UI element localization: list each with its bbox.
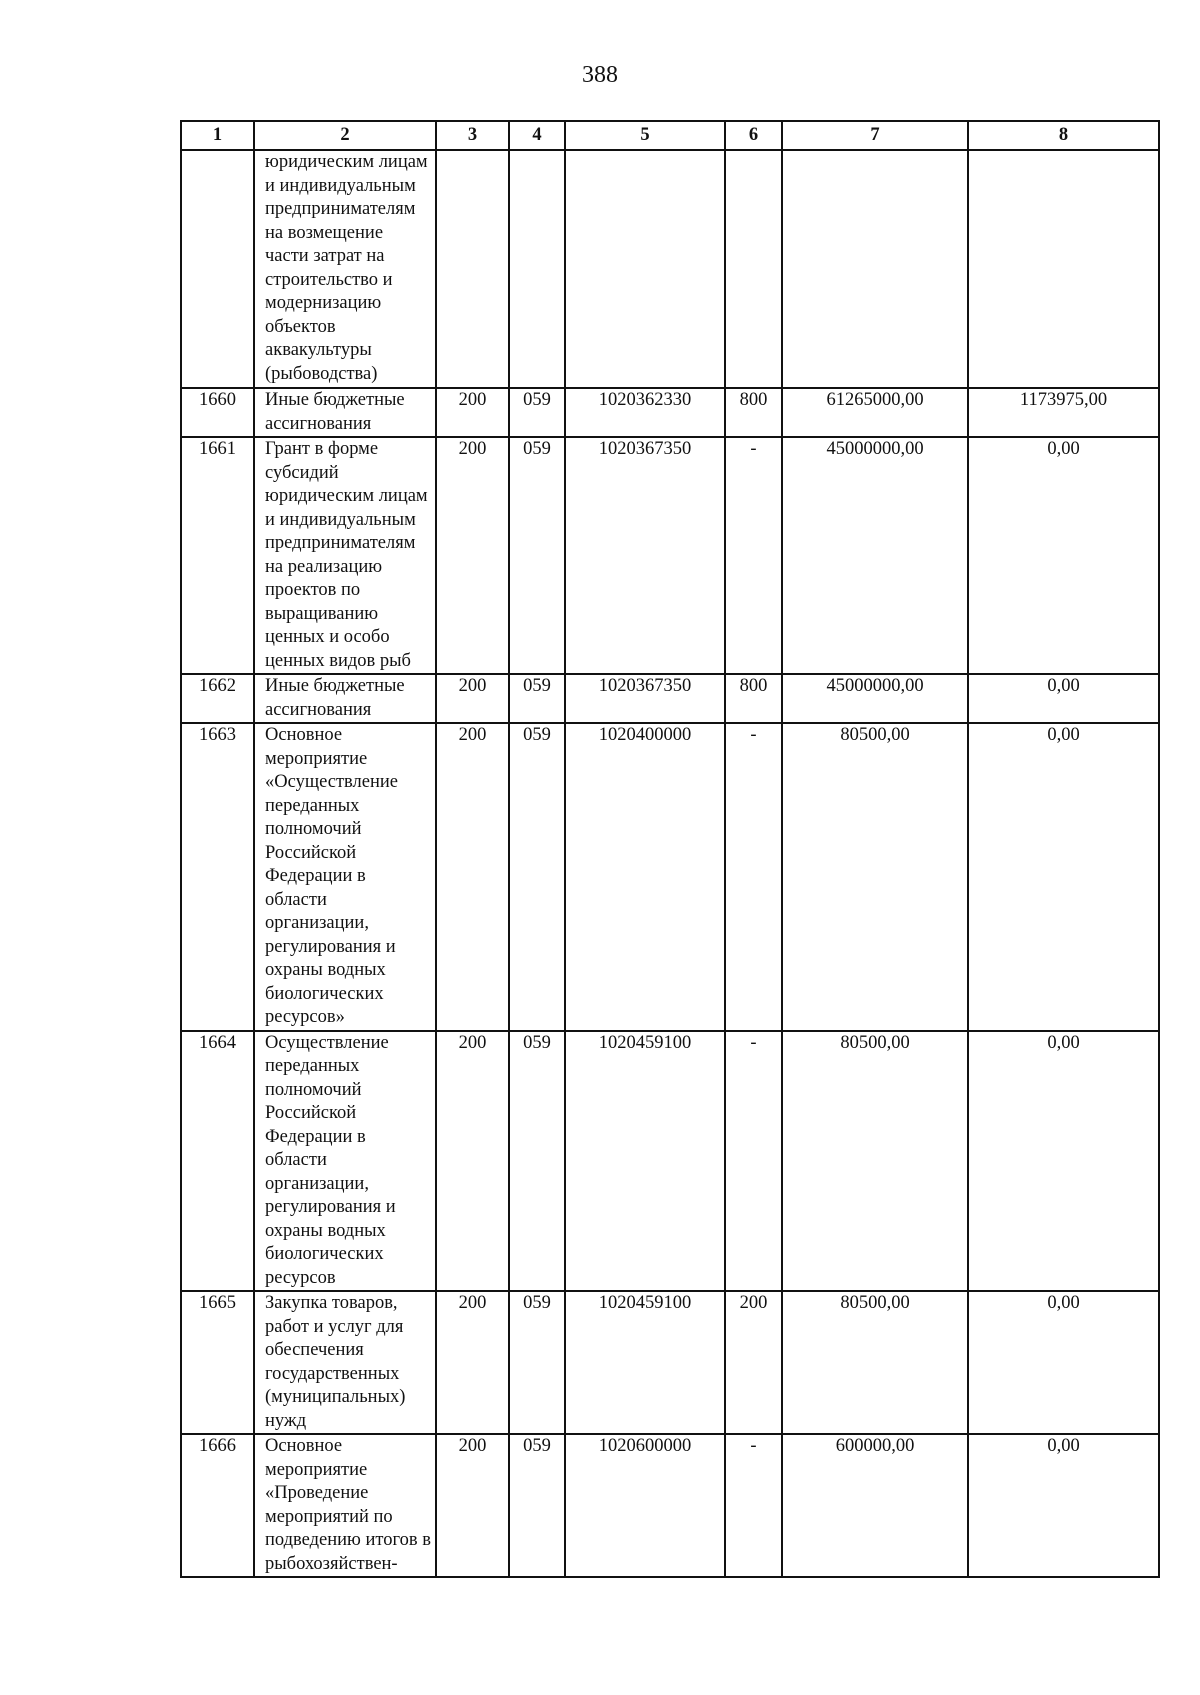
cell-col6: 800 bbox=[725, 674, 782, 723]
cell-col8: 0,00 bbox=[968, 674, 1159, 723]
cell-col6: - bbox=[725, 723, 782, 1031]
cell-col3: 200 bbox=[436, 723, 509, 1031]
cell-col3: 200 bbox=[436, 437, 509, 674]
cell-col5: 1020367350 bbox=[565, 674, 725, 723]
column-header-6: 6 bbox=[725, 121, 782, 150]
cell-col8: 0,00 bbox=[968, 723, 1159, 1031]
table-row bbox=[181, 723, 1159, 1031]
cell-col5 bbox=[565, 150, 725, 388]
table-row bbox=[181, 388, 1159, 437]
cell-col7 bbox=[782, 150, 968, 388]
row-number-cell: 1662 bbox=[181, 674, 254, 723]
cell-col4: 059 bbox=[509, 1031, 565, 1292]
cell-col3: 200 bbox=[436, 388, 509, 437]
cell-col8: 0,00 bbox=[968, 437, 1159, 674]
column-header-1: 1 bbox=[181, 121, 254, 150]
cell-col7: 80500,00 bbox=[782, 1291, 968, 1434]
table-row bbox=[181, 1291, 1159, 1434]
row-number-cell bbox=[181, 150, 254, 388]
cell-col7: 80500,00 bbox=[782, 1031, 968, 1292]
cell-col8: 0,00 bbox=[968, 1031, 1159, 1292]
cell-col3: 200 bbox=[436, 674, 509, 723]
budget-table bbox=[180, 120, 1160, 1578]
cell-col4: 059 bbox=[509, 388, 565, 437]
cell-col5: 1020459100 bbox=[565, 1031, 725, 1292]
cell-col6: 200 bbox=[725, 1291, 782, 1434]
table-row bbox=[181, 437, 1159, 674]
row-name-cell: Осуществление переданных полномочий Российской Федерации в области организации, регулирования и охраны водных биологических ресурсов bbox=[254, 1031, 436, 1292]
cell-col3: 200 bbox=[436, 1031, 509, 1292]
table-row bbox=[181, 1031, 1159, 1292]
row-name-cell: Основное мероприятие «Осуществление переданных полномочий Российской Федерации в области организации, регулирования и охраны водных биологических ресурсов» bbox=[254, 723, 436, 1031]
row-number-cell: 1666 bbox=[181, 1434, 254, 1577]
cell-col7: 61265000,00 bbox=[782, 388, 968, 437]
cell-col6: - bbox=[725, 437, 782, 674]
cell-col8 bbox=[968, 150, 1159, 388]
row-name-cell: юридическим лицам и индивидуальным предпринимателям на возмещение части затрат на строительство и модернизацию объектов аквакультуры (рыбоводства) bbox=[254, 150, 436, 388]
cell-col7: 45000000,00 bbox=[782, 437, 968, 674]
row-number-cell: 1665 bbox=[181, 1291, 254, 1434]
cell-col5: 1020400000 bbox=[565, 723, 725, 1031]
row-name-cell: Иные бюджетные ассигнования bbox=[254, 388, 436, 437]
cell-col5: 1020459100 bbox=[565, 1291, 725, 1434]
cell-col6 bbox=[725, 150, 782, 388]
cell-col8: 1173975,00 bbox=[968, 388, 1159, 437]
table-row bbox=[181, 674, 1159, 723]
cell-col3 bbox=[436, 150, 509, 388]
column-header-4: 4 bbox=[509, 121, 565, 150]
row-number-cell: 1660 bbox=[181, 388, 254, 437]
cell-col4: 059 bbox=[509, 1434, 565, 1577]
cell-col8: 0,00 bbox=[968, 1434, 1159, 1577]
column-header-2: 2 bbox=[254, 121, 436, 150]
row-number-cell: 1664 bbox=[181, 1031, 254, 1292]
row-name-cell: Иные бюджетные ассигнования bbox=[254, 674, 436, 723]
cell-col6: 800 bbox=[725, 388, 782, 437]
cell-col4: 059 bbox=[509, 1291, 565, 1434]
cell-col7: 600000,00 bbox=[782, 1434, 968, 1577]
cell-col8: 0,00 bbox=[968, 1291, 1159, 1434]
cell-col6: - bbox=[725, 1031, 782, 1292]
row-number-cell: 1663 bbox=[181, 723, 254, 1031]
table-header-row bbox=[181, 121, 1159, 150]
column-header-3: 3 bbox=[436, 121, 509, 150]
cell-col3: 200 bbox=[436, 1434, 509, 1577]
column-header-8: 8 bbox=[968, 121, 1159, 150]
cell-col4: 059 bbox=[509, 674, 565, 723]
cell-col5: 1020600000 bbox=[565, 1434, 725, 1577]
cell-col7: 45000000,00 bbox=[782, 674, 968, 723]
row-name-cell: Грант в форме субсидий юридическим лицам и индивидуальным предпринимателям на реализацию проектов по выращиванию ценных и особо ценных видов рыб bbox=[254, 437, 436, 674]
cell-col6: - bbox=[725, 1434, 782, 1577]
cell-col3: 200 bbox=[436, 1291, 509, 1434]
cell-col7: 80500,00 bbox=[782, 723, 968, 1031]
cell-col5: 1020362330 bbox=[565, 388, 725, 437]
page-number: 388 bbox=[582, 62, 618, 88]
row-number-cell: 1661 bbox=[181, 437, 254, 674]
row-name-cell: Закупка товаров, работ и услуг для обеспечения государственных (муниципальных) нужд bbox=[254, 1291, 436, 1434]
row-name-cell: Основное мероприятие «Проведение мероприятий по подведению итогов в рыбохозяйствен- bbox=[254, 1434, 436, 1577]
cell-col4: 059 bbox=[509, 437, 565, 674]
column-header-5: 5 bbox=[565, 121, 725, 150]
cell-col4: 059 bbox=[509, 723, 565, 1031]
cell-col5: 1020367350 bbox=[565, 437, 725, 674]
column-header-7: 7 bbox=[782, 121, 968, 150]
cell-col4 bbox=[509, 150, 565, 388]
table-row bbox=[181, 150, 1159, 388]
table-row bbox=[181, 1434, 1159, 1577]
